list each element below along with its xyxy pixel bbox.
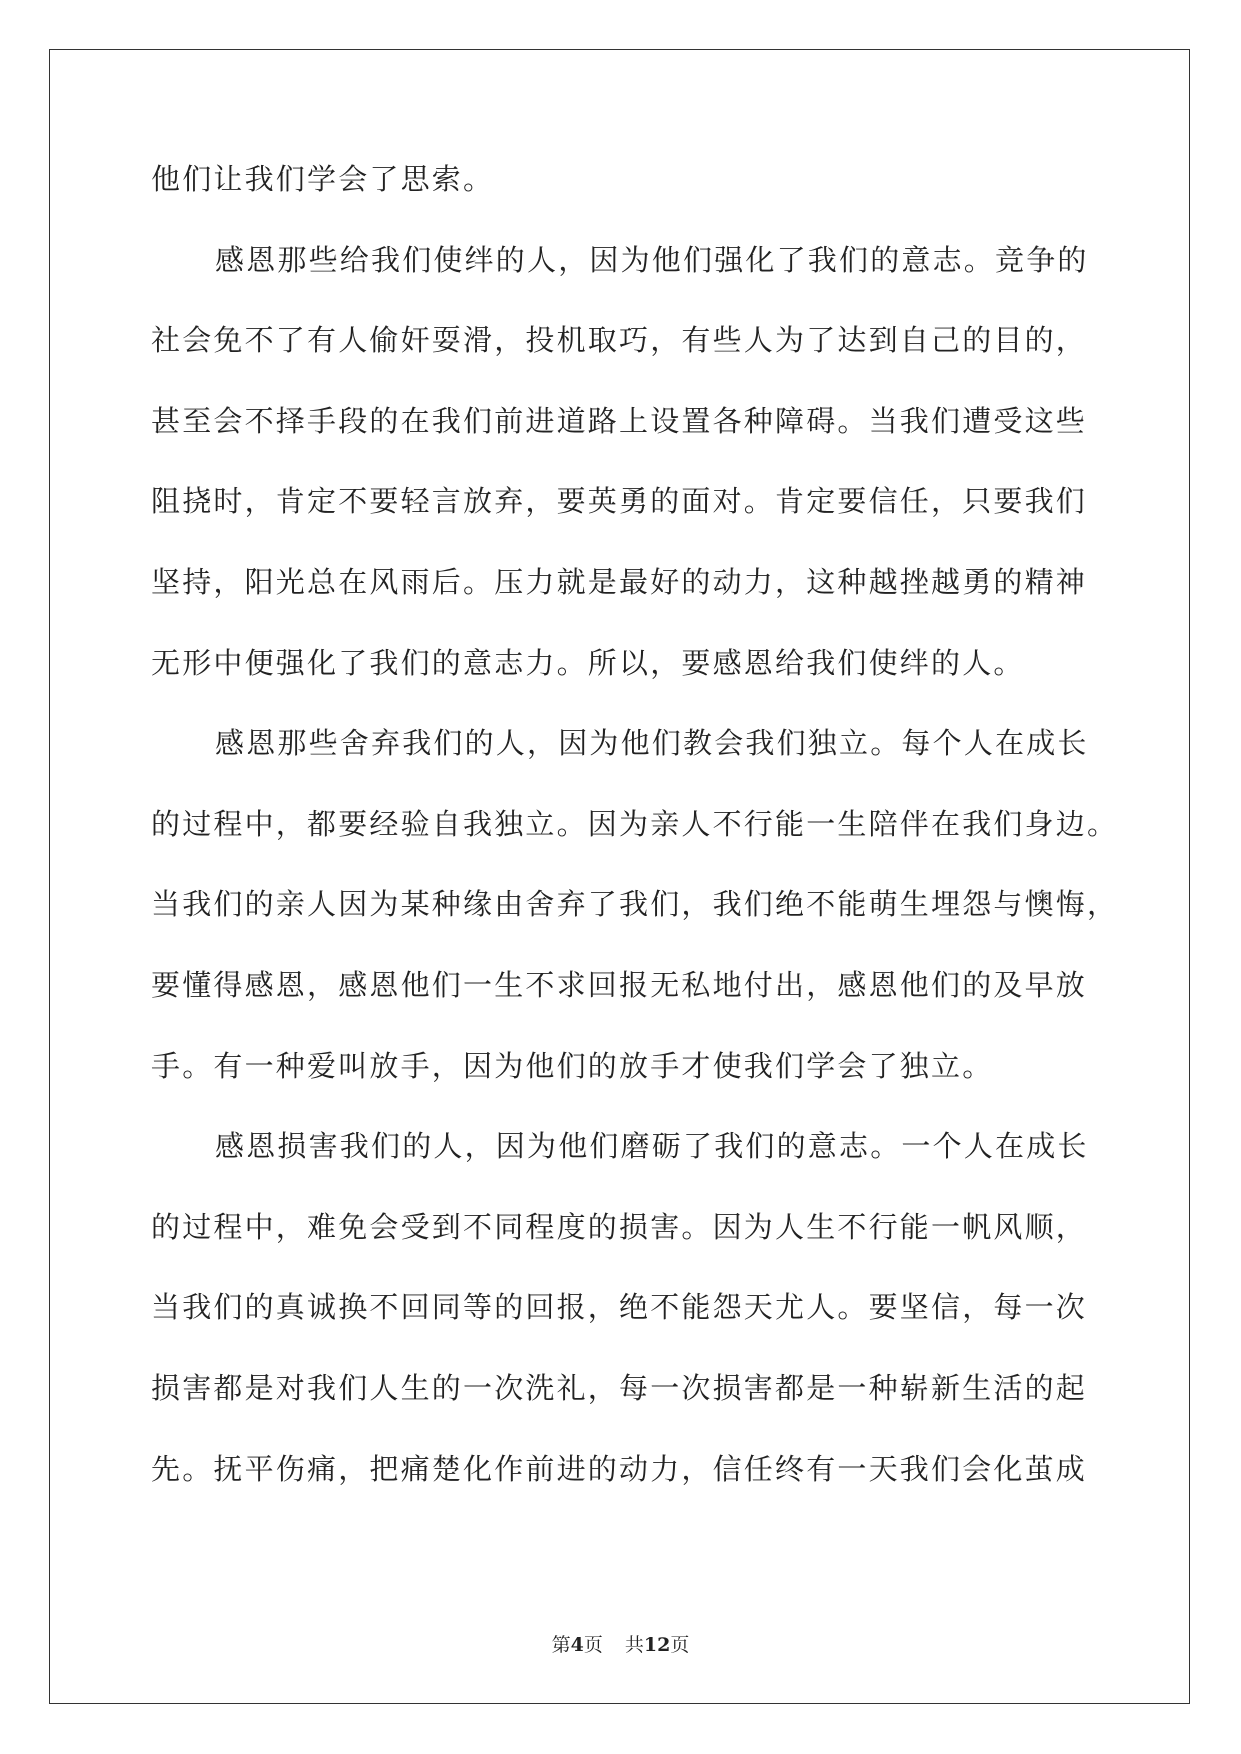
text-line: 他们让我们学会了思索。 [151,162,495,196]
text-line: 无形中便强化了我们的意志力。所以，要感恩给我们使绊的人。 [151,645,1025,680]
document-body [151,161,1119,1531]
page-suffix: 页 [583,1634,603,1656]
text-line: 损害都是对我们人生的一次洗礼，每一次损害都是一种崭新生活的起 [151,1370,1088,1405]
paragraph-start-line: 感恩那些舍弃我们的人，因为他们教会我们独立。每个人在成长 [215,726,1089,761]
text-line: 先。抚平伤痛，把痛楚化作前进的动力，信任终有一天我们会化茧成 [151,1451,1088,1486]
text-line: 手。有一种爱叫放手，因为他们的放手才使我们学会了独立。 [151,1048,994,1083]
text-line: 当我们的真诚换不回同等的回报，绝不能怨天尤人。要坚信，每一次 [151,1290,1088,1325]
text-line: 当我们的亲人因为某种缘由舍弃了我们，我们绝不能萌生埋怨与懊悔， [151,887,1119,922]
text-line: 甚至会不择手段的在我们前进道路上设置各种障碍。当我们遭受这些 [151,403,1088,438]
text-line: 要懂得感恩，感恩他们一生不求回报无私地付出，感恩他们的及早放 [151,967,1088,1002]
text-line: 阻挠时，肯定不要轻言放弃，要英勇的面对。肯定要信任，只要我们 [151,484,1088,519]
page-number: 4 [570,1634,584,1656]
total-prefix: 共 [624,1634,644,1656]
text-line: 社会免不了有人偷奸耍滑，投机取巧，有些人为了达到自己的目的， [151,323,1088,358]
page-footer [0,1630,1241,1657]
paragraph-start-line: 感恩损害我们的人，因为他们磨砺了我们的意志。一个人在成长 [215,1129,1089,1164]
total-suffix: 页 [670,1634,690,1656]
paragraph-start-line: 感恩那些给我们使绊的人，因为他们强化了我们的意志。竞争的 [215,242,1089,277]
text-line: 的过程中，难免会受到不同程度的损害。因为人生不行能一帆风顺， [151,1209,1088,1244]
text-line: 的过程中，都要经验自我独立。因为亲人不行能一生陪伴在我们身边。 [151,806,1119,841]
text-line: 坚持，阳光总在风雨后。压力就是最好的动力，这种越挫越勇的精神 [151,564,1088,599]
page-prefix: 第 [551,1634,571,1656]
total-pages: 12 [643,1634,671,1656]
